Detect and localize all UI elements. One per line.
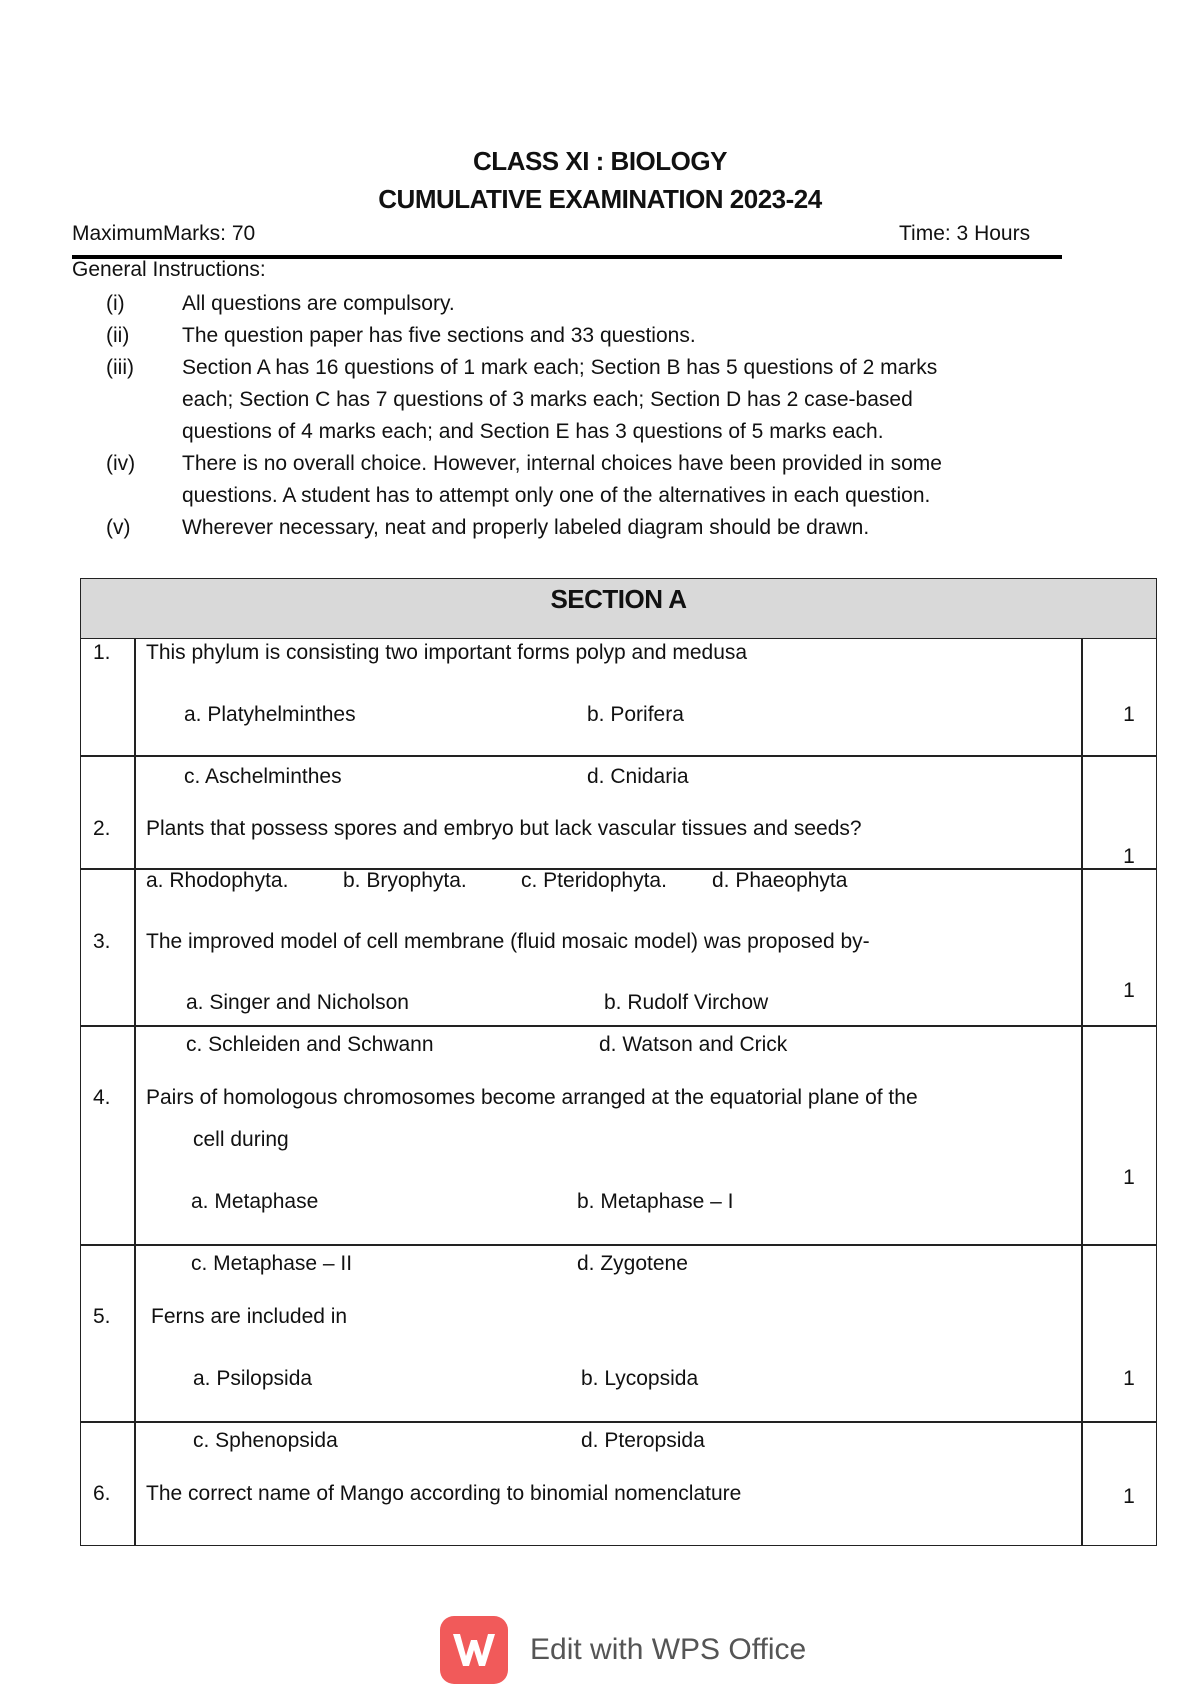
instruction-number: (v)	[106, 516, 131, 539]
option-b: b. Bryophyta.	[343, 869, 467, 892]
option-d: d. Phaeophyta	[712, 869, 848, 892]
wps-logo-icon	[440, 1616, 508, 1684]
instruction-text: each; Section C has 7 questions of 3 marks each; Section D has 2 case-based	[182, 388, 913, 411]
column-divider	[1081, 639, 1083, 1545]
marks: 1	[1123, 1485, 1135, 1508]
question-number: 4.	[93, 1086, 111, 1109]
instruction-number: (iv)	[106, 452, 136, 475]
option-d: d. Watson and Crick	[599, 1033, 788, 1056]
marks: 1	[1123, 1166, 1135, 1189]
question-text: Ferns are included in	[151, 1305, 348, 1328]
marks: 1	[1123, 1367, 1135, 1390]
wps-office-banner[interactable]	[440, 1616, 806, 1684]
maximum-marks: MaximumMarks: 70	[72, 222, 256, 245]
marks: 1	[1123, 845, 1135, 868]
question-text: The correct name of Mango according to binomial nomenclature	[146, 1482, 742, 1505]
instruction-text: Wherever necessary, neat and properly labeled diagram should be drawn.	[182, 516, 870, 539]
option-c: c. Metaphase – II	[191, 1252, 353, 1275]
instruction-text: There is no overall choice. However, internal choices have been provided in some	[182, 452, 942, 475]
option-b: b. Porifera	[587, 703, 684, 726]
instruction-number: (ii)	[106, 324, 130, 347]
instruction-number: (i)	[106, 292, 125, 315]
section-a-table	[80, 578, 1157, 1546]
option-a: a. Platyhelminthes	[184, 703, 356, 726]
instruction-text: Section A has 16 questions of 1 mark each; Section B has 5 questions of 2 marks	[182, 356, 938, 379]
option-d: d. Pteropsida	[581, 1429, 705, 1452]
row-divider	[81, 1421, 1156, 1423]
section-heading: SECTION A	[81, 579, 1156, 639]
question-number: 3.	[93, 930, 111, 953]
instruction-number: (iii)	[106, 356, 134, 379]
question-number: 2.	[93, 817, 111, 840]
option-c: c. Sphenopsida	[193, 1429, 338, 1452]
option-c: c. Schleiden and Schwann	[186, 1033, 434, 1056]
option-d: d. Zygotene	[577, 1252, 688, 1275]
question-text: Plants that possess spores and embryo but lack vascular tissues and seeds?	[146, 817, 862, 840]
question-text: The improved model of cell membrane (fluid mosaic model) was proposed by-	[146, 930, 870, 953]
question-number: 5.	[93, 1305, 111, 1328]
option-a: a. Psilopsida	[193, 1367, 313, 1390]
question-text: Pairs of homologous chromosomes become arranged at the equatorial plane of the	[146, 1086, 918, 1109]
question-text-continued: cell during	[193, 1128, 289, 1151]
time-allowed: Time: 3 Hours	[899, 222, 1031, 245]
column-divider	[134, 639, 136, 1545]
option-a: a. Rhodophyta.	[146, 869, 289, 892]
instruction-text: questions of 4 marks each; and Section E has 3 questions of 5 marks each.	[182, 420, 884, 443]
instruction-text: The question paper has five sections and 33 questions.	[182, 324, 696, 347]
option-b: b. Metaphase – I	[577, 1190, 734, 1213]
row-divider	[81, 1025, 1156, 1027]
option-a: a. Singer and Nicholson	[186, 991, 409, 1014]
instruction-text: All questions are compulsory.	[182, 292, 455, 315]
row-divider	[81, 1244, 1156, 1246]
option-b: b. Lycopsida	[581, 1367, 699, 1390]
marks: 1	[1123, 703, 1135, 726]
question-number: 6.	[93, 1482, 111, 1505]
general-instructions-heading: General Instructions:	[72, 258, 266, 281]
page-title-exam: CUMULATIVE EXAMINATION 2023-24	[378, 184, 822, 214]
question-number: 1.	[93, 641, 111, 664]
option-b: b. Rudolf Virchow	[604, 991, 769, 1014]
page-title-class: CLASS XI : BIOLOGY	[473, 146, 727, 176]
wps-edit-link[interactable]: Edit with WPS Office	[530, 1633, 807, 1666]
option-d: d. Cnidaria	[587, 765, 689, 788]
row-divider	[81, 755, 1156, 757]
marks: 1	[1123, 979, 1135, 1002]
option-c: c. Pteridophyta.	[521, 869, 667, 892]
instruction-text: questions. A student has to attempt only one of the alternatives in each question.	[182, 484, 931, 507]
option-c: c. Aschelminthes	[184, 765, 342, 788]
option-a: a. Metaphase	[191, 1190, 319, 1213]
question-text: This phylum is consisting two important forms polyp and medusa	[146, 641, 748, 664]
